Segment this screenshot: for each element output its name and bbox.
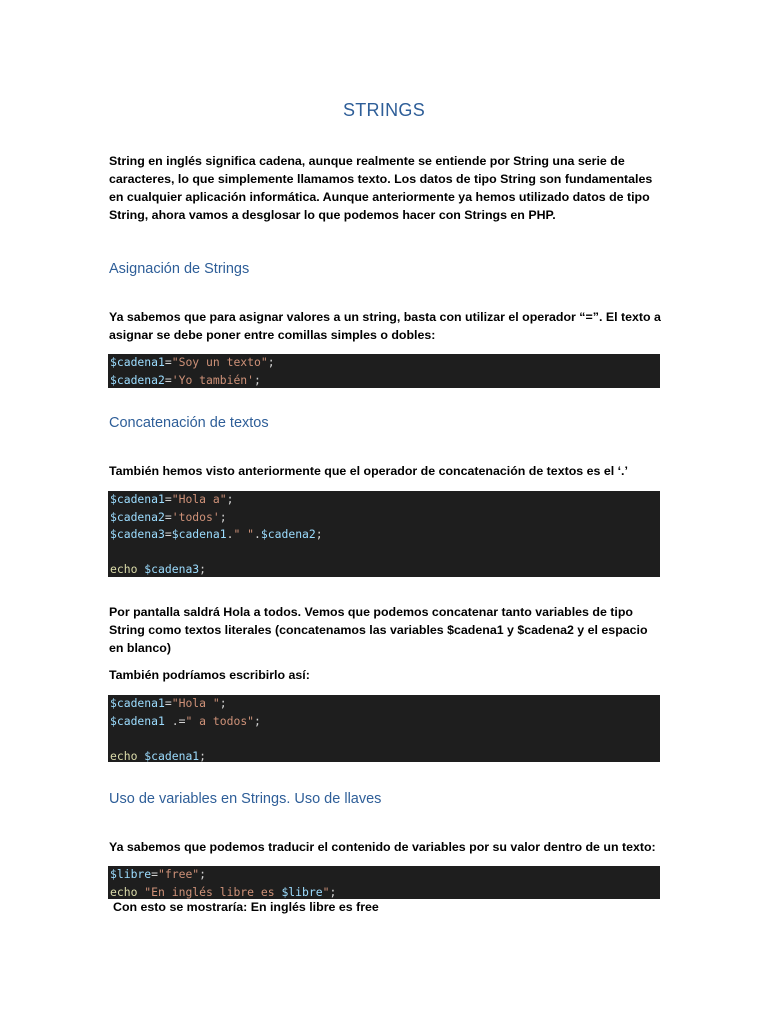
code-token: echo <box>110 562 145 576</box>
code-line <box>110 713 658 731</box>
code-token: ; <box>254 713 261 728</box>
code-token: "Hola " <box>171 696 220 710</box>
concatenacion-paragraph: También hemos visto anteriormente que el operador de concatenación de textos es el ‘.’ <box>109 464 628 478</box>
code-token: 'todos' <box>171 509 220 524</box>
page-title: STRINGS <box>342 100 426 120</box>
code-block-alternative <box>108 695 660 762</box>
code-token: "free" <box>158 867 200 881</box>
section-heading-concatenacion: Concatenación de textos <box>109 415 269 431</box>
code-token: ; <box>219 696 227 710</box>
code-line <box>110 730 658 748</box>
code-token: = <box>164 509 172 524</box>
code-token: ; <box>226 492 234 506</box>
alternative-paragraph: También podríamos escribirlo así: <box>109 668 310 682</box>
code-token: = <box>164 492 172 506</box>
code-token: ; <box>219 509 227 524</box>
code-token: $cadena1 <box>110 355 165 369</box>
code-token: = <box>164 696 172 710</box>
code-token: " " <box>233 527 255 541</box>
code-token: $cadena3 <box>144 562 200 576</box>
code-token: ; <box>315 527 323 541</box>
code-token: "Hola a" <box>171 492 227 506</box>
code-line <box>110 509 658 527</box>
result-paragraph: Por pantalla saldrá Hola a todos. Vemos que podemos concatenar tanto variables de tipo String como textos literales (concatenamos las variables $cadena1 y $cadena2 y el espacio en blanco) <box>109 605 648 655</box>
code-token: "Soy un texto" <box>171 355 268 369</box>
code-token: ; <box>267 355 275 369</box>
code-token: ; <box>199 562 207 576</box>
asignacion-paragraph: Ya sabemos que para asignar valores a un string, basta con utilizar el operador “=”. El texto a asignar se debe poner entre comillas simples o dobles: <box>109 310 661 342</box>
code-token: $cadena1 <box>110 696 165 710</box>
code-token: 'Yo también' <box>171 372 255 387</box>
code-token: " <box>322 884 330 899</box>
code-token: ; <box>199 748 207 763</box>
intro-paragraph: String en inglés significa cadena, aunque realmente se entiende por String una serie de caracteres, lo que simplemente llamamos texto. Los datos de tipo String son fundamentales en cualquier aplicación informática. Aunque anteriormente ya hemos utilizado datos de tipo String, ahora vamos a desglosar lo que podemos hacer con Strings en PHP. <box>109 154 653 222</box>
code-line <box>110 884 658 902</box>
code-token: $cadena1 <box>171 527 227 541</box>
code-token: $cadena2 <box>260 527 316 541</box>
code-token: "En inglés libre es <box>144 884 282 899</box>
code-token: .= <box>171 713 186 728</box>
section-heading-variables: Uso de variables en Strings. Uso de llaves <box>109 791 382 807</box>
code-token: = <box>164 355 172 369</box>
code-line <box>110 354 658 372</box>
code-token: $cadena1 <box>110 492 165 506</box>
code-block-asignacion <box>108 354 660 388</box>
code-token: $cadena2 <box>110 372 165 387</box>
code-line <box>110 561 658 579</box>
code-token: ; <box>199 867 207 881</box>
code-line <box>110 372 658 390</box>
code-line <box>110 695 658 713</box>
code-token: = <box>164 527 172 541</box>
code-token: ; <box>329 884 337 899</box>
code-token: . <box>226 527 234 541</box>
code-line <box>110 866 658 884</box>
code-token: = <box>164 372 172 387</box>
code-token: $cadena3 <box>110 527 165 541</box>
code-line <box>110 526 658 544</box>
code-token: $cadena1 <box>144 748 200 763</box>
code-token: $libre <box>110 867 152 881</box>
code-token: ; <box>254 372 261 387</box>
code-line <box>110 748 658 766</box>
code-token: echo <box>110 884 145 899</box>
code-token: = <box>151 867 159 881</box>
code-block-variables <box>108 866 660 899</box>
code-token: " a todos" <box>185 713 255 728</box>
code-token: $libre <box>281 884 323 899</box>
code-token: . <box>254 527 261 541</box>
section-heading-asignacion: Asignación de Strings <box>109 261 250 277</box>
code-token: echo <box>110 748 145 763</box>
code-block-concatenacion <box>108 491 660 577</box>
result-note: Con esto se mostraría: En inglés libre es free <box>113 900 379 914</box>
code-token: $cadena2 <box>110 509 165 524</box>
code-token: $cadena1 <box>110 713 172 728</box>
code-line <box>110 544 658 562</box>
variables-paragraph: Ya sabemos que podemos traducir el contenido de variables por su valor dentro de un texto: <box>109 840 656 854</box>
code-line <box>110 491 658 509</box>
